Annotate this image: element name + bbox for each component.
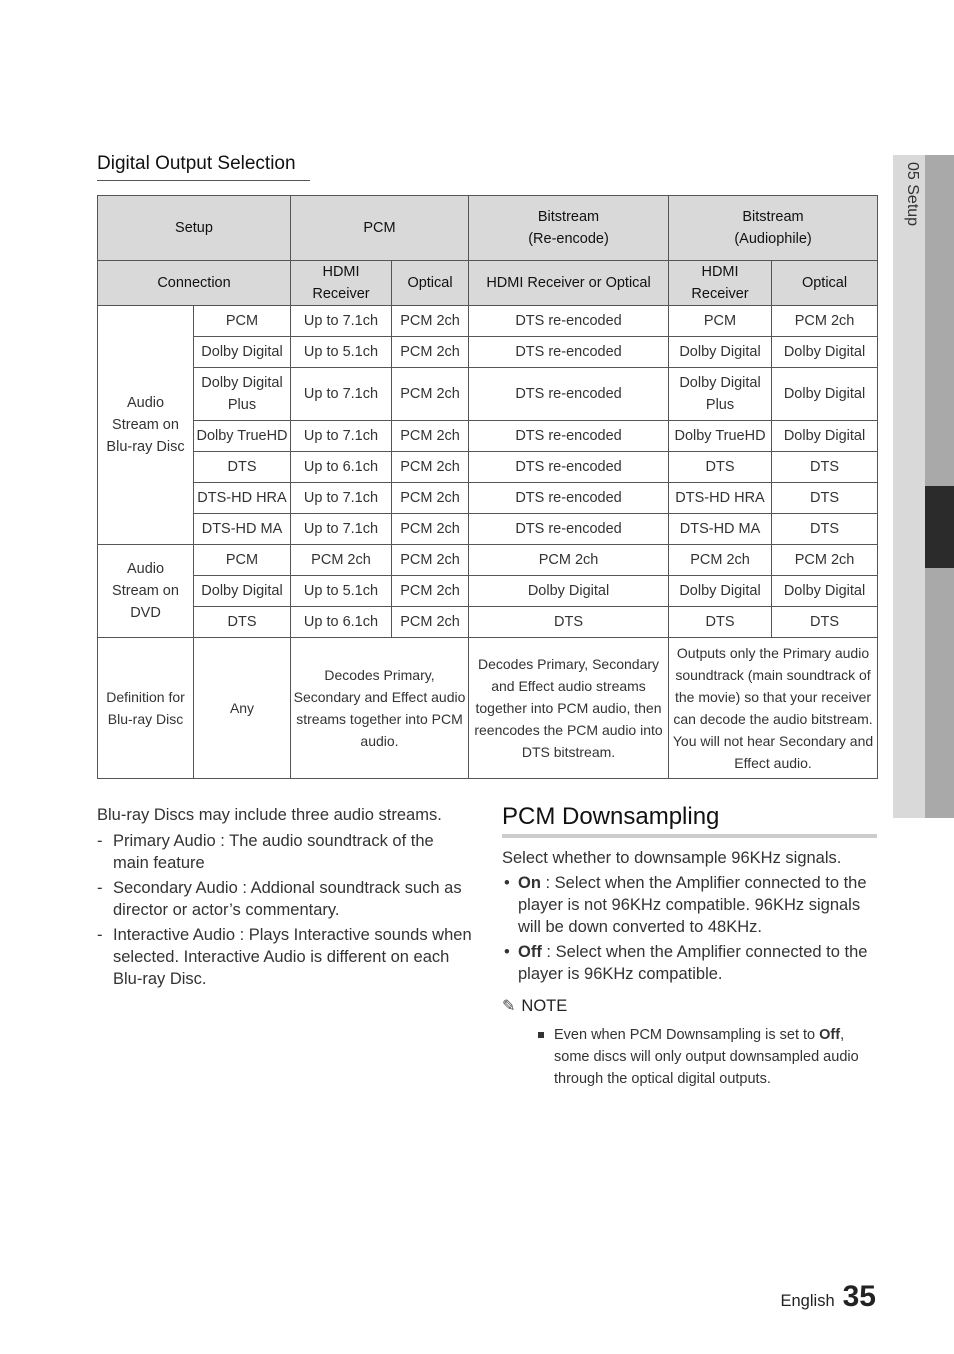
table-cell: DTS-HD HRA — [669, 483, 772, 514]
option-on-key: On — [518, 874, 541, 892]
table-cell: DTS re-encoded — [469, 368, 669, 421]
table-cell: PCM 2ch — [392, 483, 469, 514]
subheader-pcm-hdmi: HDMI Receiver — [291, 261, 392, 306]
table-cell: PCM 2ch — [772, 545, 878, 576]
table-cell: PCM 2ch — [772, 306, 878, 337]
table-cell: DTS re-encoded — [469, 421, 669, 452]
side-tab-strip-lower — [925, 568, 954, 818]
note-text-before: Even when PCM Downsampling is set to — [554, 1027, 820, 1043]
subheader-audiophile-hdmi: HDMI Receiver — [669, 261, 772, 306]
table-row — [98, 514, 878, 545]
side-tab-active-marker — [925, 486, 954, 568]
header-setup: Setup — [98, 196, 291, 261]
option-on-text: : Select when the Amplifier connected to the player is not 96KHz compatible. 96KHz signals will be down converted to 48KHz. — [518, 874, 867, 936]
square-bullet-icon — [538, 1032, 544, 1038]
option-off — [502, 941, 878, 985]
table-cell: Up to 7.1ch — [291, 483, 392, 514]
table-cell: Up to 7.1ch — [291, 368, 392, 421]
side-tab-strip — [925, 155, 954, 486]
note-key: Off — [819, 1027, 841, 1043]
option-on — [502, 872, 878, 938]
table-cell: Dolby Digital Plus — [194, 368, 291, 421]
table-row — [98, 545, 878, 576]
table-cell: DTS — [669, 607, 772, 638]
pcm-downsampling-title: PCM Downsampling — [502, 803, 877, 838]
table-cell: Up to 6.1ch — [291, 607, 392, 638]
list-item: - Primary Audio : The audio soundtrack of the main feature — [97, 830, 473, 874]
definition-audiophile: Outputs only the Primary audio soundtrack (main soundtrack of the movie) so that your receiver can decode the audio bitstream. You will not hear Secondary and Effect audio. — [669, 638, 878, 779]
subheader-pcm-optical: Optical — [392, 261, 469, 306]
table-cell: DTS-HD HRA — [194, 483, 291, 514]
table-cell: Dolby Digital — [194, 337, 291, 368]
table-cell: DTS — [469, 607, 669, 638]
table-cell: Up to 7.1ch — [291, 421, 392, 452]
page-number: 35 — [842, 1280, 876, 1313]
table-cell: Dolby Digital — [772, 576, 878, 607]
table-row — [98, 607, 878, 638]
table-cell: Dolby Digital — [772, 368, 878, 421]
subheader-reencode-hdmi-optical: HDMI Receiver or Optical — [469, 261, 669, 306]
table-cell: DTS re-encoded — [469, 337, 669, 368]
table-cell: Up to 6.1ch — [291, 452, 392, 483]
header-bitstream-reencode: Bitstream (Re-encode) — [469, 196, 669, 261]
table-cell: Dolby Digital — [194, 576, 291, 607]
table-cell: DTS-HD MA — [669, 514, 772, 545]
table-row — [98, 306, 878, 337]
definition-reencode: Decodes Primary, Secondary and Effect audio streams together into PCM audio, then reencodes the PCM audio into DTS bitstream. — [469, 638, 669, 779]
definition-row — [98, 638, 878, 779]
table-row — [98, 483, 878, 514]
subheader-connection: Connection — [98, 261, 291, 306]
table-cell: DTS — [194, 607, 291, 638]
option-off-text: : Select when the Amplifier connected to the player is 96KHz compatible. — [518, 943, 868, 983]
table-cell: Dolby Digital — [772, 337, 878, 368]
pcm-downsampling-text — [502, 847, 878, 1090]
side-tab-label: 05 Setup — [904, 162, 921, 227]
list-item: - Secondary Audio : Addional soundtrack such as director or actor’s commentary. — [97, 877, 473, 921]
definition-label: Definition for Blu-ray Disc — [98, 638, 194, 779]
option-off-key: Off — [518, 943, 542, 961]
table-cell: PCM 2ch — [291, 545, 392, 576]
table-row — [98, 368, 878, 421]
table-cell: DTS re-encoded — [469, 514, 669, 545]
table-row — [98, 576, 878, 607]
table-cell: PCM 2ch — [392, 514, 469, 545]
table-cell: DTS re-encoded — [469, 452, 669, 483]
table-cell: Dolby Digital — [469, 576, 669, 607]
table-row — [98, 421, 878, 452]
table-cell: PCM 2ch — [392, 545, 469, 576]
table-cell: Dolby TrueHD — [669, 421, 772, 452]
digital-output-table — [97, 195, 878, 779]
table-cell: DTS — [772, 514, 878, 545]
note-text-after: , some discs will only output downsampled audio through the optical digital outputs. — [554, 1027, 859, 1087]
table-cell: DTS-HD MA — [194, 514, 291, 545]
table-cell: DTS — [772, 607, 878, 638]
table-cell: PCM 2ch — [392, 607, 469, 638]
table-cell: PCM — [669, 306, 772, 337]
group-label: Audio Stream on Blu-ray Disc — [98, 306, 194, 545]
table-cell: PCM 2ch — [392, 452, 469, 483]
table-cell: Dolby TrueHD — [194, 421, 291, 452]
table-cell: PCM 2ch — [392, 368, 469, 421]
group-label: Audio Stream on DVD — [98, 545, 194, 638]
table-cell: Up to 7.1ch — [291, 306, 392, 337]
table-cell: DTS — [669, 452, 772, 483]
page-footer — [781, 1280, 877, 1314]
note-label: NOTE — [521, 997, 568, 1015]
definition-pcm: Decodes Primary, Secondary and Effect audio streams together into PCM audio. — [291, 638, 469, 779]
table-cell: PCM 2ch — [392, 576, 469, 607]
pcm-downsampling-intro: Select whether to downsample 96KHz signals. — [502, 849, 842, 867]
table-cell: DTS — [194, 452, 291, 483]
table-cell: Up to 7.1ch — [291, 514, 392, 545]
table-cell: DTS — [772, 452, 878, 483]
definition-connection: Any — [194, 638, 291, 779]
note-heading — [502, 995, 878, 1018]
pcm-options-list — [502, 872, 878, 985]
table-cell: PCM 2ch — [392, 337, 469, 368]
table-body — [98, 306, 878, 779]
table-cell: Up to 5.1ch — [291, 337, 392, 368]
table-cell: DTS — [772, 483, 878, 514]
list-item: - Interactive Audio : Plays Interactive sounds when selected. Interactive Audio is different on each Blu-ray Disc. — [97, 924, 473, 990]
table-cell: PCM — [194, 306, 291, 337]
note-item — [554, 1024, 878, 1090]
audio-streams-intro: Blu-ray Discs may include three audio streams. — [97, 806, 442, 824]
table-cell: PCM 2ch — [669, 545, 772, 576]
table-cell: Dolby Digital — [669, 576, 772, 607]
table-cell: Up to 5.1ch — [291, 576, 392, 607]
table-cell: Dolby Digital Plus — [669, 368, 772, 421]
header-bitstream-audiophile: Bitstream (Audiophile) — [669, 196, 878, 261]
table-cell: Dolby Digital — [669, 337, 772, 368]
pencil-icon: ✎ — [502, 998, 516, 1015]
audio-streams-text — [97, 804, 473, 993]
table-cell: PCM 2ch — [469, 545, 669, 576]
footer-language: English — [780, 1292, 835, 1310]
table-cell: DTS re-encoded — [469, 306, 669, 337]
side-tab — [893, 155, 954, 818]
audio-streams-list — [97, 830, 473, 990]
table-row — [98, 452, 878, 483]
table-cell: PCM 2ch — [392, 421, 469, 452]
header-pcm: PCM — [291, 196, 469, 261]
table-cell: DTS re-encoded — [469, 483, 669, 514]
table-row — [98, 337, 878, 368]
section-title: Digital Output Selection — [97, 153, 310, 181]
table-cell: PCM — [194, 545, 291, 576]
table-cell: PCM 2ch — [392, 306, 469, 337]
note-list — [502, 1024, 878, 1090]
table-cell: Dolby Digital — [772, 421, 878, 452]
subheader-audiophile-optical: Optical — [772, 261, 878, 306]
